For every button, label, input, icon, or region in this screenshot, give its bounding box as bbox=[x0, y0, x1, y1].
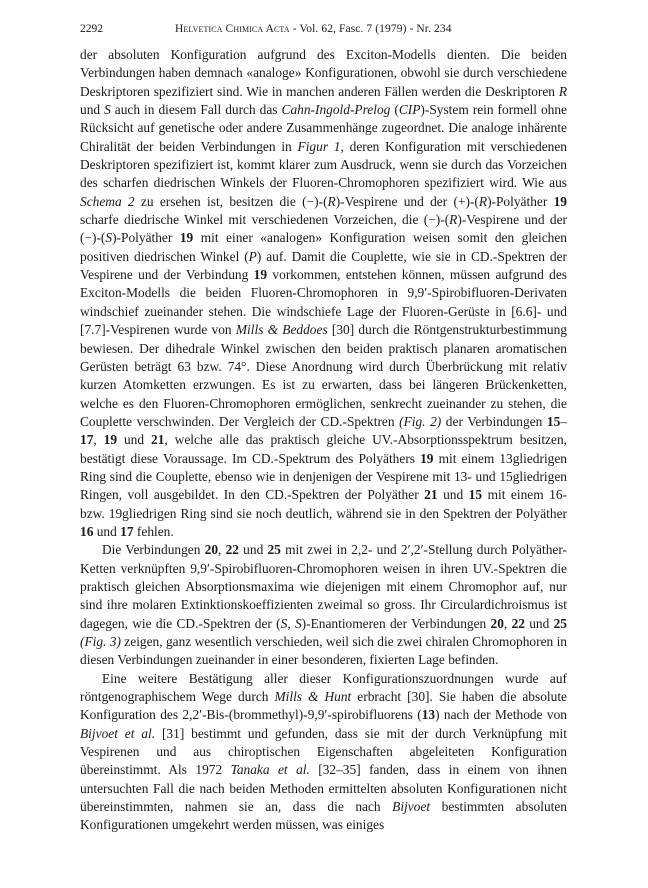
italic-text: Bijvoet bbox=[392, 799, 431, 815]
italic-text: Tanaka et al. bbox=[230, 762, 310, 778]
text-run: und bbox=[238, 542, 268, 558]
italic-text: Cahn-Ingold-Prelog bbox=[281, 102, 391, 118]
compound-number: 17 bbox=[80, 432, 94, 448]
text-run: und bbox=[117, 432, 151, 448]
text-run: Die Verbindungen bbox=[102, 542, 205, 558]
compound-number: 22 bbox=[225, 542, 239, 558]
compound-number: 15 bbox=[468, 487, 483, 503]
italic-text: CIP bbox=[398, 102, 421, 118]
text-run: zu ersehen ist, besitzen die (−)-( bbox=[134, 193, 328, 209]
text-run: ) nach der Methode von bbox=[435, 707, 567, 723]
text-run: und bbox=[524, 615, 554, 631]
text-run: und bbox=[437, 487, 469, 503]
italic-text: (Fig. 3) bbox=[80, 634, 121, 649]
text-run: )-Polyäther bbox=[487, 193, 554, 209]
compound-number: 25 bbox=[267, 542, 281, 558]
compound-number: 13 bbox=[421, 707, 436, 723]
text-run: , bbox=[93, 432, 104, 448]
text-run: Eine weitere Bestätigung aller dieser Konfigurationszuordnungen wurde auf röntgenographischem Wege durch bbox=[80, 670, 567, 705]
text-run: der absoluten Konfiguration aufgrund des Exciton-Modells dienten. Die beiden Verbindungen haben demnach «analoge» Konfigurationen, obwohl sie durch verschiedene Deskriptoren spezifiziert sind. Wie in manchen anderen Fällen werden die Deskriptoren bbox=[80, 47, 567, 99]
text-run: mit zwei in 2,2- und 2′,2′-Stellung durch Polyäther-Ketten verknüpften 9,9′-Spirobifluoren-Chromophoren weisen in ihren UV.-Spektren die praktisch gleichen Absorptionsmaxima wie diejenigen mit einem Chromophor auf, nur sind ihre molaren Extinktionskoeffizienten zweimal so gross. Ihr Circulardichroismus ist dagegen, wie die CD.-Spektren der ( bbox=[80, 542, 568, 631]
italic-text: S, S bbox=[280, 615, 302, 631]
text-run: erbracht [30]. Sie haben die absolute Konfiguration des 2,2′-Bis-(brommethyl)-9,9′-spirobifluorens ( bbox=[80, 689, 567, 723]
journal-citation bbox=[175, 20, 452, 38]
text-run: )-Enantiomeren der Verbindungen bbox=[301, 615, 491, 631]
compound-number: 16 bbox=[80, 523, 94, 539]
compound-number: 20 bbox=[204, 542, 219, 558]
compound-number: 21 bbox=[424, 487, 438, 503]
journal-page bbox=[80, 20, 567, 835]
text-run: [32–35] fanden, dass in einem von ihnen untersuchten Fall die nach beiden Methoden ermittelten absoluten Konfigurationen nicht übereinstimmten, nahmen sie an, dass die nach bbox=[80, 762, 568, 815]
compound-number: 19 bbox=[553, 193, 567, 209]
text-run: )-Polyäther bbox=[112, 230, 180, 246]
text-run: auch in diesem Fall durch das bbox=[110, 102, 282, 118]
running-head bbox=[80, 20, 567, 38]
text-run: ) auf. Damit die Couplette, wie sie in CD.-Spektren der Vespirene und der Verbindung bbox=[80, 248, 567, 283]
compound-number: 19 bbox=[253, 267, 268, 283]
italic-text: Schema 2 bbox=[80, 193, 135, 209]
compound-number: 19 bbox=[420, 450, 434, 466]
text-run: und bbox=[93, 523, 121, 539]
compound-number: 20 bbox=[490, 615, 504, 631]
compound-number: 19 bbox=[103, 432, 118, 448]
text-run: )-System rein formell ohne Rücksicht auf genetische oder andere Zusammenhänge zugeordnet. Die analoge inhärente Chiralität der beiden Verbindungen in bbox=[80, 102, 567, 154]
italic-text: Bijvoet et al. bbox=[80, 725, 156, 741]
text-run: – bbox=[560, 413, 567, 429]
text-run: fehlen. bbox=[133, 523, 174, 539]
italic-text: Mills & Hunt bbox=[274, 689, 352, 705]
italic-text: Mills & Beddoes bbox=[235, 322, 328, 338]
italic-text: P bbox=[248, 248, 257, 264]
italic-text: (Fig. 2) bbox=[399, 413, 442, 429]
compound-number: 17 bbox=[120, 523, 134, 539]
paragraph-2 bbox=[80, 541, 567, 669]
text-run: , welche alle das praktisch gleiche UV.-Absorptionsspektrum besitzen, bestätigt diese Voraussage. Im CD.-Spektrum des Polyäthers bbox=[80, 432, 567, 466]
text-run: , bbox=[218, 542, 226, 558]
page-number: 2292 bbox=[80, 23, 103, 35]
text-run: [30] durch die Röntgenstrukturbestimmung bewiesen. Der dihedrale Winkel zwischen den beiden praktisch planaren aromatischen Gerüsten beträgt 63 bzw. 74°. Diese Anordnung wird durch Überbrückung mit relativ kurzen Atomketten erzwungen. Es ist zu erwarten, dass bei längeren Brückenketten, welche es den Fluoren-Chromophoren ermöglichen, senkrecht zueinander zu stehen, die Couplette verschwinden. Der Vergleich der CD.-Spektren bbox=[80, 322, 567, 429]
text-run: )-Vespirene und der (+)-( bbox=[335, 193, 479, 209]
text-run: deren Konfiguration mit verschiedenen Deskriptoren spezifiziert ist, kommt klarer zum Ausdruck, wenn sie durch das Vorzeichen des scharfen diedrischen Winkels der Fluoren-Chromophoren spezifiziert wird. Wie aus bbox=[80, 138, 567, 191]
italic-text: R bbox=[449, 212, 458, 228]
text-run: ( bbox=[390, 102, 399, 118]
text-run: mit einer «analogen» Konfiguration weisen somit den gleichen positiven diedrischen Winkel ( bbox=[80, 230, 567, 264]
article-body bbox=[80, 46, 567, 835]
text-run: )-Vespirene und der (−)-( bbox=[80, 212, 567, 246]
paragraph-1 bbox=[80, 46, 567, 541]
text-run: vorkommen, entstehen können, müssen aufgrund des Exciton-Modells die beiden Fluoren-Chromophoren in 9,9′-Spirobifluoren-Derivaten windschief zueinander stehen. Die windschiefe Lage der Fluoren-Gerüste in [6.6]- und [7.7]-Vespirenen wurde von bbox=[80, 267, 567, 338]
compound-number: 22 bbox=[511, 615, 525, 631]
volume-info: - Vol. 62, Fasc. 7 (1979) - Nr. 234 bbox=[289, 23, 452, 35]
compound-number: 21 bbox=[151, 432, 165, 448]
text-run: bestimmten absoluten Konfigurationen umgekehrt werden müssen, was einiges bbox=[80, 799, 567, 833]
paragraph-3 bbox=[80, 670, 567, 835]
compound-number: 15 bbox=[546, 413, 561, 429]
text-run: mit einem 13gliedrigen Ring sind die Couplette, ebenso wie in denjenigen der Vespirene mit 13- und 15gliedrigen Ringen, voll ausgebildet. In den CD.-Spektren der Polyäther bbox=[80, 450, 568, 503]
text-run: mit einem 16- bzw. 19gliedrigen Ring sind sie noch deutlich, während sie in den Spektren der Polyäther bbox=[80, 487, 568, 521]
text-run: der Verbindungen bbox=[441, 413, 547, 429]
text-run: [31] bestimmt und gefunden, dass sie mit der durch Verknüpfung mit Vespirenen und aus chiroptischen Eigenschaften abgeleiteten Konfiguration übereinstimmt. Als 1972 bbox=[80, 725, 567, 778]
italic-text: R bbox=[327, 193, 336, 209]
italic-text: R bbox=[558, 83, 567, 99]
journal-name: Helvetica Chimica Acta bbox=[175, 23, 290, 35]
italic-text: R bbox=[478, 193, 488, 209]
text-run: und bbox=[80, 102, 105, 118]
italic-text: S bbox=[105, 230, 113, 246]
compound-number: 19 bbox=[179, 230, 194, 246]
text-run: , bbox=[503, 615, 512, 631]
compound-number: 25 bbox=[553, 615, 567, 631]
text-run: scharfe diedrische Winkel mit verschiedenen Vorzeichen, die (−)-( bbox=[80, 212, 450, 228]
text-run: zeigen, ganz wesentlich verschieden, weil sich die zwei chiralen Chromophoren in diesen Verbindungen zueinander in einer besonderen, fixierten Lage befinden. bbox=[80, 634, 568, 668]
italic-text: Figur 1, bbox=[297, 138, 344, 154]
italic-text: S bbox=[104, 102, 111, 118]
